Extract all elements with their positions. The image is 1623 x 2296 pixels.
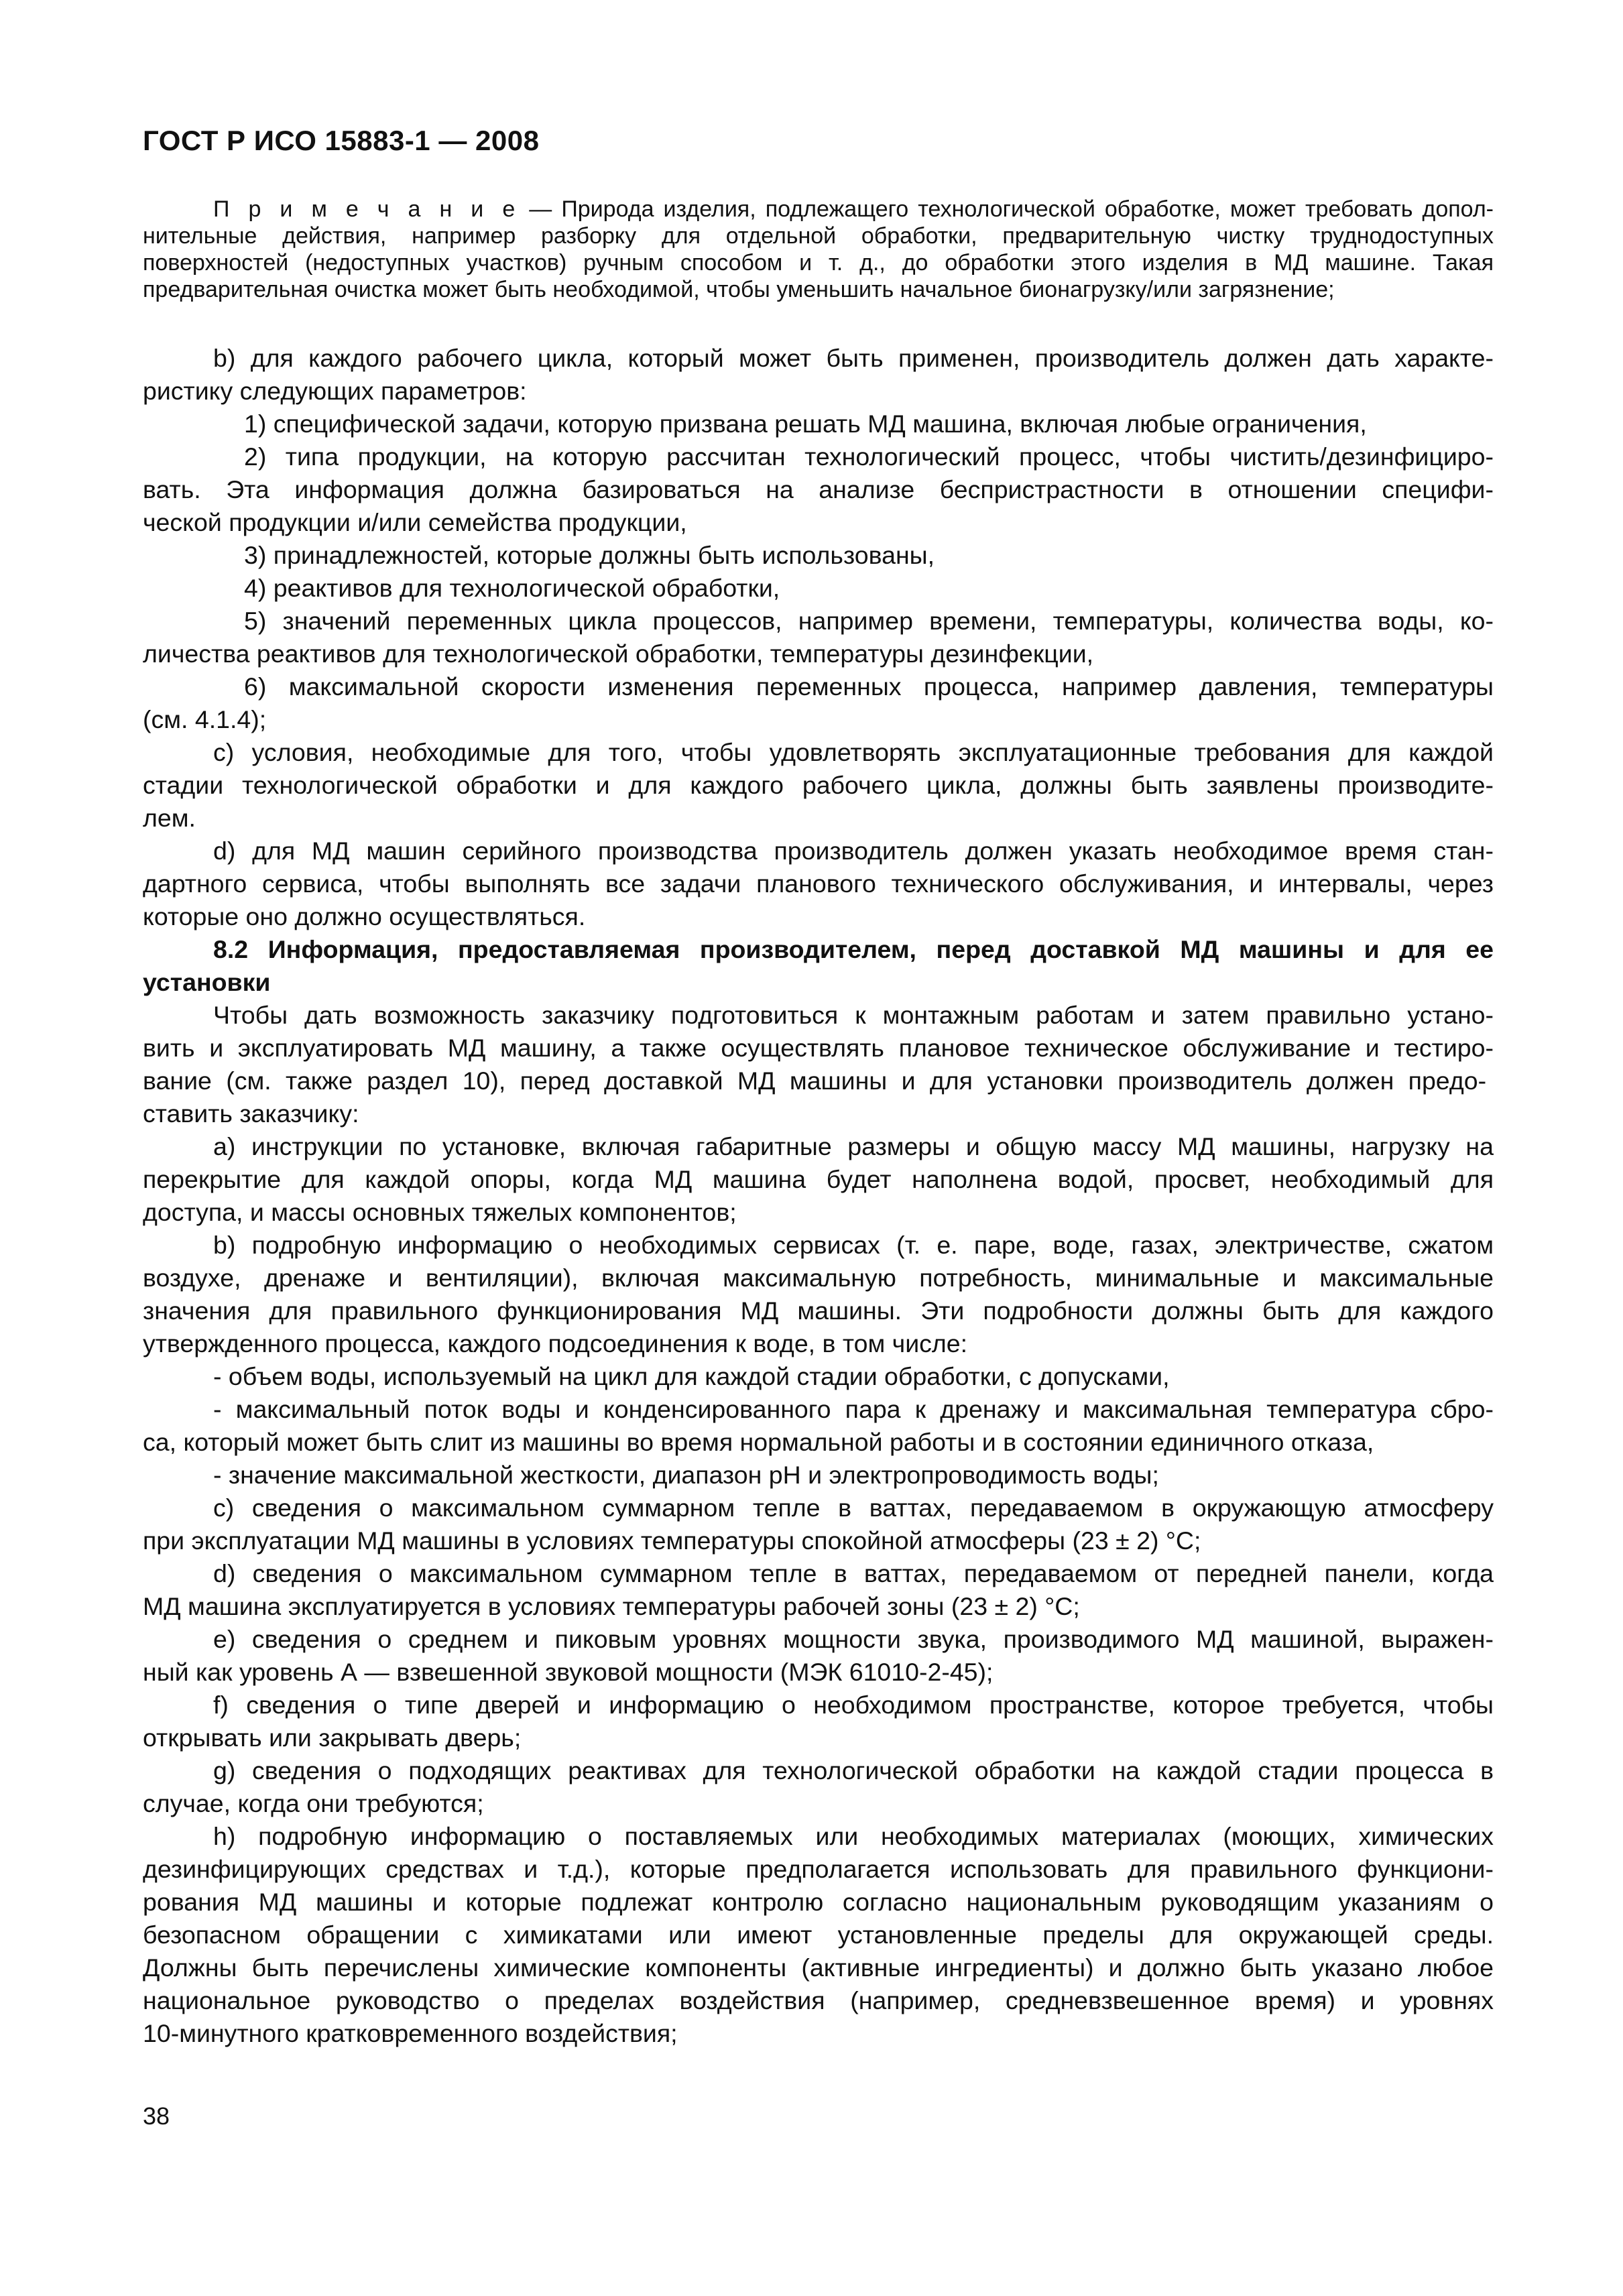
body-line: лем.: [143, 804, 196, 832]
body-line: безопасном обращении с химикатами или имеют установленные пределы для окружающей среды.: [143, 1921, 1494, 1949]
body-line: вать. Эта информация должна базироваться на анализе беспристрастности в отношении специфи-: [143, 475, 1494, 503]
body-line: d) сведения о максимальном суммарном тепле в ваттах, передаваемом от передней панели, когда: [213, 1559, 1494, 1587]
body-line: значения для правильного функционирования МД машины. Эти подробности должны быть для каждого: [143, 1296, 1494, 1325]
body-line: с) условия, необходимые для того, чтобы удовлетворять эксплуатационные требования для каждой: [213, 738, 1494, 766]
body-line: при эксплуатации МД машины в условиях температуры спокойной атмосферы (23 ± 2) °С;: [143, 1526, 1201, 1555]
body-line: воздухе, дренаже и вентиляции), включая максимальную потребность, минимальные и максимальные: [143, 1264, 1494, 1292]
body-line: открывать или закрывать дверь;: [143, 1724, 522, 1752]
body-line: - значение максимальной жесткости, диапазон pH и электропроводимость воды;: [213, 1461, 1159, 1489]
body-line: вание (см. также раздел 10), перед доставкой МД машины и для установки производитель должен предо-: [143, 1067, 1487, 1095]
page-number: 38: [143, 2102, 170, 2130]
body-line: перекрытие для каждой опоры, когда МД машина будет наполнена водой, просвет, необходимый для: [143, 1165, 1494, 1193]
body-line: ческой продукции и/или семейства продукции,: [143, 508, 687, 536]
body-line: ставить заказчику:: [143, 1099, 359, 1128]
body-line: ный как уровень А — взвешенной звуковой мощности (МЭК 61010-2-45);: [143, 1658, 994, 1686]
note-line: нительные действия, например разборку для отдельной обработки, предварительную чистку труднодоступных: [143, 223, 1494, 249]
body-line: f) сведения о типе дверей и информацию о необходимом пространстве, которое требуется, чтобы: [213, 1691, 1494, 1719]
body-line: стадии технологической обработки и для каждого рабочего цикла, должны быть заявлены производите-: [143, 771, 1494, 799]
body-line: 2) типа продукции, на которую рассчитан технологический процесс, чтобы чистить/дезинфициро-: [244, 442, 1494, 471]
note-line: предварительная очистка может быть необходимой, чтобы уменьшить начальное бионагрузку/или загрязнение;: [143, 277, 1335, 302]
body-line: а) инструкции по установке, включая габаритные размеры и общую массу МД машины, нагрузку на: [213, 1132, 1494, 1160]
body-line: е) сведения о среднем и пиковым уровнях мощности звука, производимого МД машиной, выражен-: [213, 1625, 1494, 1653]
body-line: b) для каждого рабочего цикла, который может быть применен, производитель должен дать характе-: [213, 344, 1494, 372]
note-block: [143, 196, 1494, 303]
body-line: вить и эксплуатировать МД машину, а также осуществлять плановое техническое обслуживание и тестиро-: [143, 1034, 1494, 1062]
body-text: [143, 342, 1494, 2050]
body-line: ристику следующих параметров:: [143, 377, 527, 405]
body-line: личества реактивов для технологической обработки, температуры дезинфекции,: [143, 640, 1094, 668]
section-heading-line: 8.2 Информация, предоставляемая производителем, перед доставкой МД машины и для ее: [213, 935, 1494, 963]
note-line: поверхностей (недоступных участков) ручным способом и т. д., до обработки этого изделия в МД машине. Такая: [143, 250, 1494, 276]
body-line: (см. 4.1.4);: [143, 705, 267, 733]
body-line: са, который может быть слит из машины во время нормальной работы и в состоянии единичного отказа,: [143, 1428, 1374, 1456]
body-line: дартного сервиса, чтобы выполнять все задачи планового технического обслуживания, и интервалы, через: [143, 869, 1494, 898]
body-line: Чтобы дать возможность заказчику подготовиться к монтажным работам и затем правильно устано-: [213, 1001, 1494, 1029]
body-line: доступа, и массы основных тяжелых компонентов;: [143, 1198, 737, 1226]
body-line: 6) максимальной скорости изменения переменных процесса, например давления, температуры: [244, 672, 1494, 701]
body-line: 5) значений переменных цикла процессов, например времени, температуры, количества воды, ко-: [244, 607, 1494, 635]
body-line: 10-минутного кратковременного воздействия;: [143, 2019, 678, 2047]
body-line: национальное руководство о пределах воздействия (например, средневзвешенное время) и уровнях: [143, 1986, 1494, 2014]
body-line: 4) реактивов для технологической обработки,: [244, 574, 780, 602]
body-line: 3) принадлежностей, которые должны быть использованы,: [244, 541, 935, 569]
body-line: h) подробную информацию о поставляемых или необходимых материалах (моющих, химических: [213, 1822, 1494, 1850]
body-line: которые оно должно осуществляться.: [143, 902, 586, 930]
body-line: дезинфицирующих средствах и т.д.), которые предполагается использовать для правильного функциони-: [143, 1855, 1494, 1883]
body-line: b) подробную информацию о необходимых сервисах (т. е. паре, воде, газах, электричестве, сжатом: [213, 1231, 1494, 1259]
body-line: 1) специфической задачи, которую призвана решать МД машина, включая любые ограничения,: [244, 410, 1367, 438]
body-line: - максимальный поток воды и конденсированного пара к дренажу и максимальная температура сбро-: [213, 1395, 1494, 1423]
section-heading-line: установки: [143, 968, 271, 996]
body-line: МД машина эксплуатируется в условиях температуры рабочей зоны (23 ± 2) °С;: [143, 1592, 1080, 1620]
body-line: g) сведения о подходящих реактивах для технологической обработки на каждой стадии процесса в: [213, 1756, 1494, 1785]
body-line: d) для МД машин серийного производства производитель должен указать необходимое время стан-: [213, 837, 1494, 865]
body-line: с) сведения о максимальном суммарном тепле в ваттах, передаваемом в окружающую атмосферу: [213, 1494, 1494, 1522]
body-line: Должны быть перечислены химические компоненты (активные ингредиенты) и должно быть указано любое: [143, 1953, 1494, 1982]
body-line: случае, когда они требуются;: [143, 1789, 484, 1817]
body-line: - объем воды, используемый на цикл для каждой стадии обработки, с допусками,: [213, 1362, 1170, 1390]
body-line: утвержденного процесса, каждого подсоединения к воде, в том числе:: [143, 1329, 968, 1357]
note-label: П р и м е ч а н и е: [213, 196, 520, 222]
document-header: ГОСТ Р ИСО 15883-1 — 2008: [143, 125, 540, 156]
body-line: рования МД машины и которые подлежат контролю согласно национальным руководящим указаниям о: [143, 1888, 1494, 1916]
note-dash: —: [520, 196, 562, 222]
note-text: Природа изделия, подлежащего технологической обработке, может требовать допол-: [561, 196, 1494, 222]
note-line: [213, 196, 1494, 223]
